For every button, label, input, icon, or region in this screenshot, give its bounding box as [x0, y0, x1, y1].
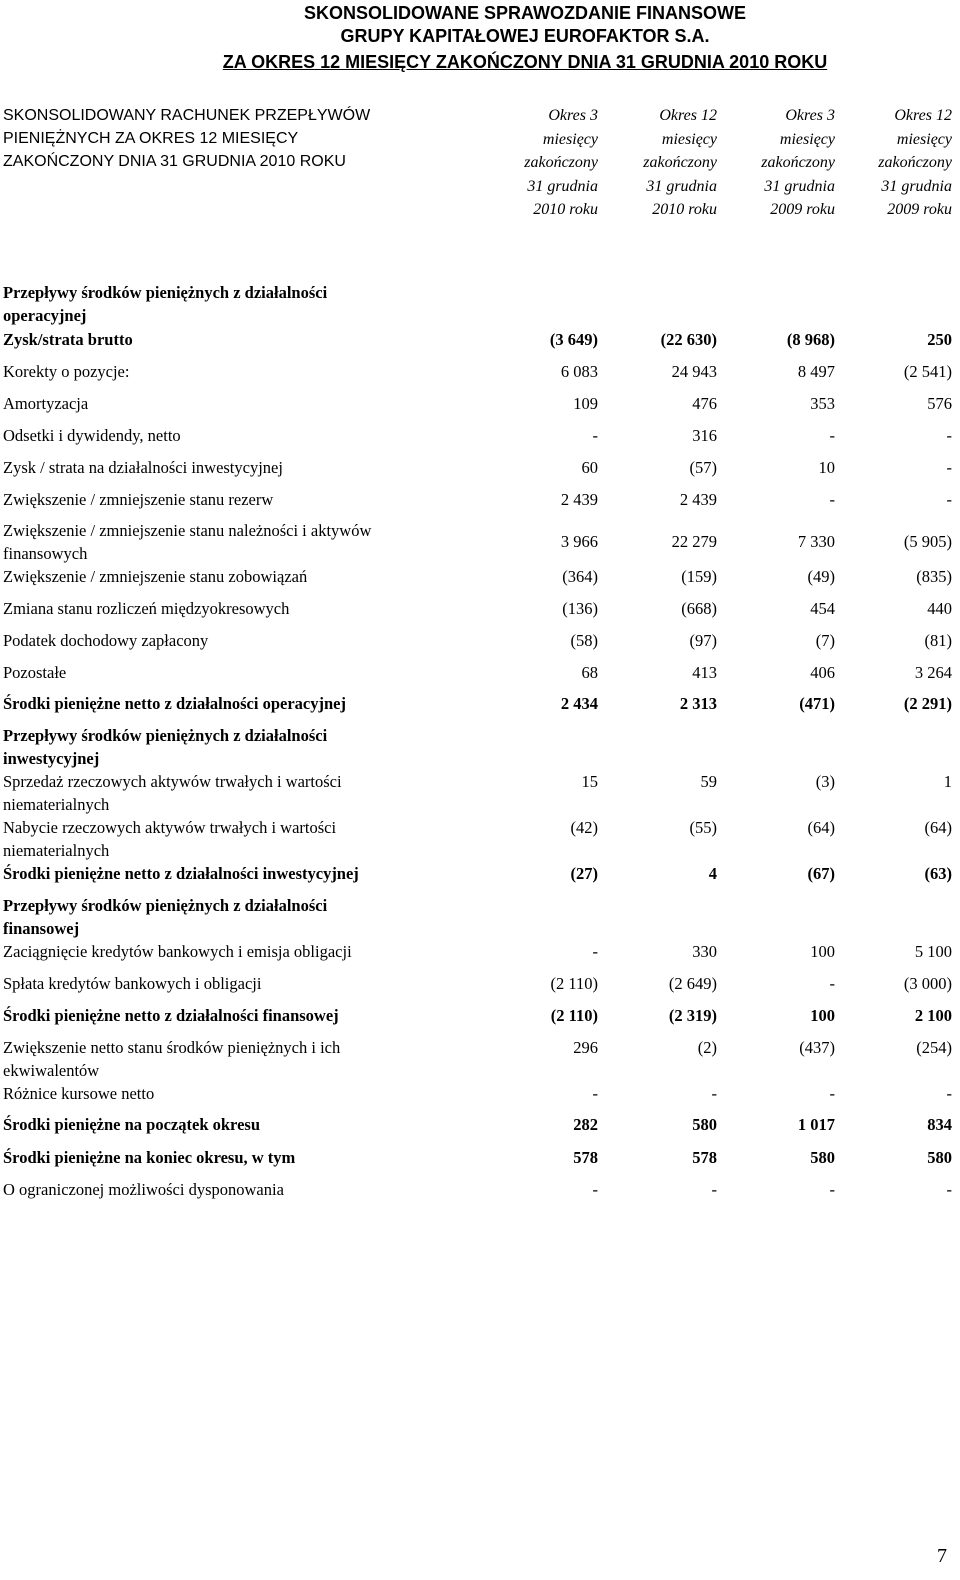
- row-value-col-1: (27): [570, 864, 598, 883]
- row-value-col-1: -: [592, 1084, 598, 1103]
- row-value-col-2: 2 439: [679, 490, 717, 509]
- row-label-line: Środki pieniężne netto z działalności inwestycyjnej: [3, 864, 359, 883]
- row-value-col-1: (42): [570, 818, 598, 837]
- row-label-line: Sprzedaż rzeczowych aktywów trwałych i wartości: [3, 772, 342, 791]
- row-value-col-2: 22 279: [671, 532, 717, 551]
- column-header-fy-2010: [607, 104, 717, 222]
- row-label: [3, 393, 463, 416]
- row-value-col-2: 476: [692, 394, 717, 413]
- row-value-col-2: 316: [692, 426, 717, 445]
- row-value-col-1: 15: [581, 772, 598, 791]
- column-header-line: Okres 12: [659, 107, 717, 124]
- report-title-line-3: ZA OKRES 12 MIESIĘCY ZAKOŃCZONY DNIA 31 GRUDNIA 2010 ROKU: [222, 52, 828, 72]
- row-label: [3, 1114, 463, 1137]
- row-value-col-2: 59: [700, 772, 717, 791]
- row-value-col-4: (835): [916, 567, 952, 586]
- column-header-line: 31 grudnia: [527, 177, 598, 195]
- row-value-col-2: (55): [689, 818, 717, 837]
- column-header-line: zakończony: [524, 154, 598, 171]
- row-label: [3, 973, 463, 996]
- row-label: [3, 771, 463, 816]
- row-label: [3, 693, 463, 716]
- row-value-col-1: (2 110): [550, 974, 598, 993]
- row-label-line: Środki pieniężne netto z działalności finansowej: [3, 1006, 339, 1025]
- row-value-col-1: 109: [573, 394, 598, 413]
- row-value-col-4: -: [946, 458, 952, 477]
- row-label-line: niematerialnych: [3, 794, 110, 814]
- column-header-line: zakończony: [643, 154, 717, 171]
- row-value-col-3: (471): [799, 694, 835, 713]
- section-heading-line: finansowej: [3, 918, 80, 938]
- row-label-line: Zmiana stanu rozliczeń międzyokresowych: [3, 599, 290, 618]
- row-label-line: Zysk/strata brutto: [3, 330, 133, 349]
- row-label-line: Korekty o pozycje:: [3, 362, 130, 381]
- report-title-line-1: SKONSOLIDOWANE SPRAWOZDANIE FINANSOWE: [303, 3, 746, 23]
- row-value-col-1: 296: [573, 1038, 598, 1057]
- column-header-fy-2009: [842, 104, 952, 222]
- row-value-col-4: (2 541): [903, 362, 952, 381]
- row-label-line: Zwiększenie / zmniejszenie stanu rezerw: [3, 490, 274, 509]
- row-value-col-3: 454: [810, 599, 835, 618]
- column-header-line: 31 grudnia: [646, 177, 717, 195]
- row-label: [3, 863, 463, 886]
- row-value-col-4: 580: [927, 1148, 952, 1167]
- row-label: [3, 566, 463, 589]
- row-label: [3, 457, 463, 480]
- row-value-col-4: 250: [927, 330, 952, 349]
- row-value-col-3: (49): [807, 567, 835, 586]
- row-value-col-4: (64): [924, 818, 952, 837]
- column-header-line: Okres 3: [785, 107, 835, 124]
- section-heading-line: inwestycyjnej: [3, 748, 100, 768]
- row-value-col-1: 578: [573, 1148, 598, 1167]
- column-header-line: 2009 roku: [887, 201, 952, 218]
- row-label: [3, 520, 463, 565]
- row-label-line: Odsetki i dywidendy, netto: [3, 426, 181, 445]
- row-value-col-1: -: [592, 426, 598, 445]
- row-value-col-1: 68: [581, 663, 598, 682]
- row-value-col-3: (8 968): [786, 330, 835, 349]
- row-label-line: Środki pieniężne na początek okresu: [3, 1115, 260, 1134]
- column-header-line: 2010 roku: [652, 201, 717, 218]
- row-value-col-1: 2 439: [560, 490, 598, 509]
- row-label: [3, 489, 463, 512]
- row-label-line: Nabycie rzeczowych aktywów trwałych i wartości: [3, 818, 337, 837]
- row-value-col-3: 10: [818, 458, 835, 477]
- row-value-col-1: 6 083: [560, 362, 598, 381]
- row-value-col-2: (668): [681, 599, 717, 618]
- section-heading-investing: [3, 725, 463, 770]
- column-header-line: 2009 roku: [770, 201, 835, 218]
- section-heading-line: Przepływy środków pieniężnych z działalności: [3, 896, 328, 915]
- row-label: [3, 598, 463, 621]
- row-label: [3, 1179, 463, 1202]
- row-value-col-1: (2 110): [550, 1006, 598, 1025]
- column-header-q4-2010: [488, 104, 598, 222]
- row-value-col-3: -: [829, 1180, 835, 1199]
- row-label: [3, 1083, 463, 1106]
- row-value-col-4: 834: [927, 1115, 952, 1134]
- row-label-line: Zwiększenie netto stanu środków pieniężnych i ich: [3, 1038, 341, 1057]
- row-label-line: Zwiększenie / zmniejszenie stanu należności i aktywów: [3, 521, 372, 540]
- row-label: [3, 817, 463, 862]
- section-heading-line: Przepływy środków pieniężnych z działalności: [3, 283, 328, 302]
- row-value-col-1: -: [592, 942, 598, 961]
- row-value-col-3: (7): [815, 631, 835, 650]
- row-value-col-2: -: [711, 1180, 717, 1199]
- row-value-col-1: 282: [573, 1115, 598, 1134]
- statement-title-line: SKONSOLIDOWANY RACHUNEK PRZEPŁYWÓW: [3, 107, 371, 124]
- column-header-line: miesięcy: [779, 130, 835, 148]
- row-value-col-1: (58): [570, 631, 598, 650]
- row-label: [3, 941, 463, 964]
- section-heading-financing: [3, 895, 463, 940]
- row-value-col-3: 8 497: [797, 362, 835, 381]
- column-header-line: 2010 roku: [533, 201, 598, 218]
- row-value-col-3: (437): [799, 1038, 835, 1057]
- row-value-col-2: 578: [692, 1148, 717, 1167]
- row-value-col-4: 440: [927, 599, 952, 618]
- row-value-col-2: -: [711, 1084, 717, 1103]
- row-label-line: Zwiększenie / zmniejszenie stanu zobowiązań: [3, 567, 308, 586]
- row-value-col-4: (2 291): [903, 694, 952, 713]
- row-value-col-3: 100: [810, 942, 835, 961]
- statement-title-line: PIENIĘŻNYCH ZA OKRES 12 MIESIĘCY: [3, 130, 299, 147]
- row-value-col-1: 60: [581, 458, 598, 477]
- row-value-col-3: 580: [810, 1148, 835, 1167]
- row-value-col-4: 1: [943, 772, 952, 791]
- row-value-col-1: (364): [562, 567, 598, 586]
- page-number: 7: [937, 1545, 947, 1567]
- row-label: [3, 425, 463, 448]
- row-value-col-2: (2 319): [668, 1006, 717, 1025]
- row-value-col-2: (2): [697, 1038, 717, 1057]
- row-value-col-2: (2 649): [668, 974, 717, 993]
- row-label-line: Zaciągnięcie kredytów bankowych i emisja obligacji: [3, 942, 352, 961]
- section-heading-operating: [3, 282, 463, 327]
- row-label-line: Podatek dochodowy zapłacony: [3, 631, 209, 650]
- column-header-line: Okres 12: [894, 107, 952, 124]
- row-value-col-3: -: [829, 426, 835, 445]
- row-value-col-2: 4: [708, 864, 717, 883]
- row-label: [3, 662, 463, 685]
- row-label-line: finansowych: [3, 543, 88, 563]
- row-value-col-3: -: [829, 974, 835, 993]
- row-value-col-2: (159): [681, 567, 717, 586]
- row-value-col-3: (67): [807, 864, 835, 883]
- row-value-col-4: (81): [924, 631, 952, 650]
- row-value-col-3: 7 330: [797, 532, 835, 551]
- row-value-col-1: (136): [562, 599, 598, 618]
- row-value-col-4: 5 100: [914, 942, 952, 961]
- row-value-col-3: (3): [815, 772, 835, 791]
- row-value-col-4: -: [946, 490, 952, 509]
- row-label-line: Amortyzacja: [3, 394, 89, 413]
- column-header-line: 31 grudnia: [764, 177, 835, 195]
- column-header-line: miesięcy: [661, 130, 717, 148]
- row-value-col-1: 2 434: [560, 694, 598, 713]
- row-value-col-4: 3 264: [914, 663, 952, 682]
- section-heading-line: operacyjnej: [3, 305, 87, 325]
- row-value-col-4: 2 100: [914, 1006, 952, 1025]
- row-value-col-1: 3 966: [560, 532, 598, 551]
- row-label-line: Spłata kredytów bankowych i obligacji: [3, 974, 262, 993]
- row-label-line: Środki pieniężne netto z działalności operacyjnej: [3, 694, 346, 713]
- row-label: [3, 1147, 463, 1170]
- column-header-line: miesięcy: [896, 130, 952, 148]
- row-value-col-4: (5 905): [903, 532, 952, 551]
- row-value-col-2: (97): [689, 631, 717, 650]
- section-heading-line: Przepływy środków pieniężnych z działalności: [3, 726, 328, 745]
- row-label-line: Środki pieniężne na koniec okresu, w tym: [3, 1148, 296, 1167]
- statement-title-line: ZAKOŃCZONY DNIA 31 GRUDNIA 2010 ROKU: [3, 153, 346, 170]
- row-value-col-4: (63): [924, 864, 952, 883]
- row-value-col-1: -: [592, 1180, 598, 1199]
- row-label-line: niematerialnych: [3, 840, 110, 860]
- row-value-col-2: (22 630): [660, 330, 717, 349]
- row-value-col-4: -: [946, 1180, 952, 1199]
- row-value-col-3: 353: [810, 394, 835, 413]
- column-header-line: Okres 3: [548, 107, 598, 124]
- row-label: [3, 1037, 463, 1082]
- row-value-col-2: 580: [692, 1115, 717, 1134]
- row-value-col-2: 24 943: [671, 362, 717, 381]
- column-header-line: zakończony: [761, 154, 835, 171]
- row-value-col-4: (254): [916, 1038, 952, 1057]
- row-label-line: O ograniczonej możliwości dysponowania: [3, 1180, 284, 1199]
- column-header-q4-2009: [725, 104, 835, 222]
- row-value-col-2: 330: [692, 942, 717, 961]
- row-value-col-3: -: [829, 1084, 835, 1103]
- row-label: [3, 329, 463, 352]
- row-value-col-3: (64): [807, 818, 835, 837]
- report-title-line-2: GRUPY KAPITAŁOWEJ EUROFAKTOR S.A.: [340, 26, 710, 46]
- row-value-col-3: 406: [810, 663, 835, 682]
- row-value-col-4: 576: [927, 394, 952, 413]
- row-value-col-4: (3 000): [903, 974, 952, 993]
- column-header-line: miesięcy: [542, 130, 598, 148]
- row-value-col-2: (57): [689, 458, 717, 477]
- row-label-line: Różnice kursowe netto: [3, 1084, 155, 1103]
- row-value-col-2: 413: [692, 663, 717, 682]
- row-value-col-3: -: [829, 490, 835, 509]
- row-value-col-2: 2 313: [679, 694, 717, 713]
- column-header-line: zakończony: [878, 154, 952, 171]
- row-label: [3, 630, 463, 653]
- row-value-col-4: -: [946, 1084, 952, 1103]
- row-label-line: ekwiwalentów: [3, 1060, 100, 1080]
- column-header-line: 31 grudnia: [881, 177, 952, 195]
- row-label: [3, 1005, 463, 1028]
- row-value-col-1: (3 649): [549, 330, 598, 349]
- statement-title: [3, 104, 503, 173]
- row-label-line: Zysk / strata na działalności inwestycyjnej: [3, 458, 283, 477]
- row-value-col-3: 100: [810, 1006, 835, 1025]
- row-label: [3, 361, 463, 384]
- row-value-col-3: 1 017: [797, 1115, 835, 1134]
- row-label-line: Pozostałe: [3, 663, 67, 682]
- row-value-col-4: -: [946, 426, 952, 445]
